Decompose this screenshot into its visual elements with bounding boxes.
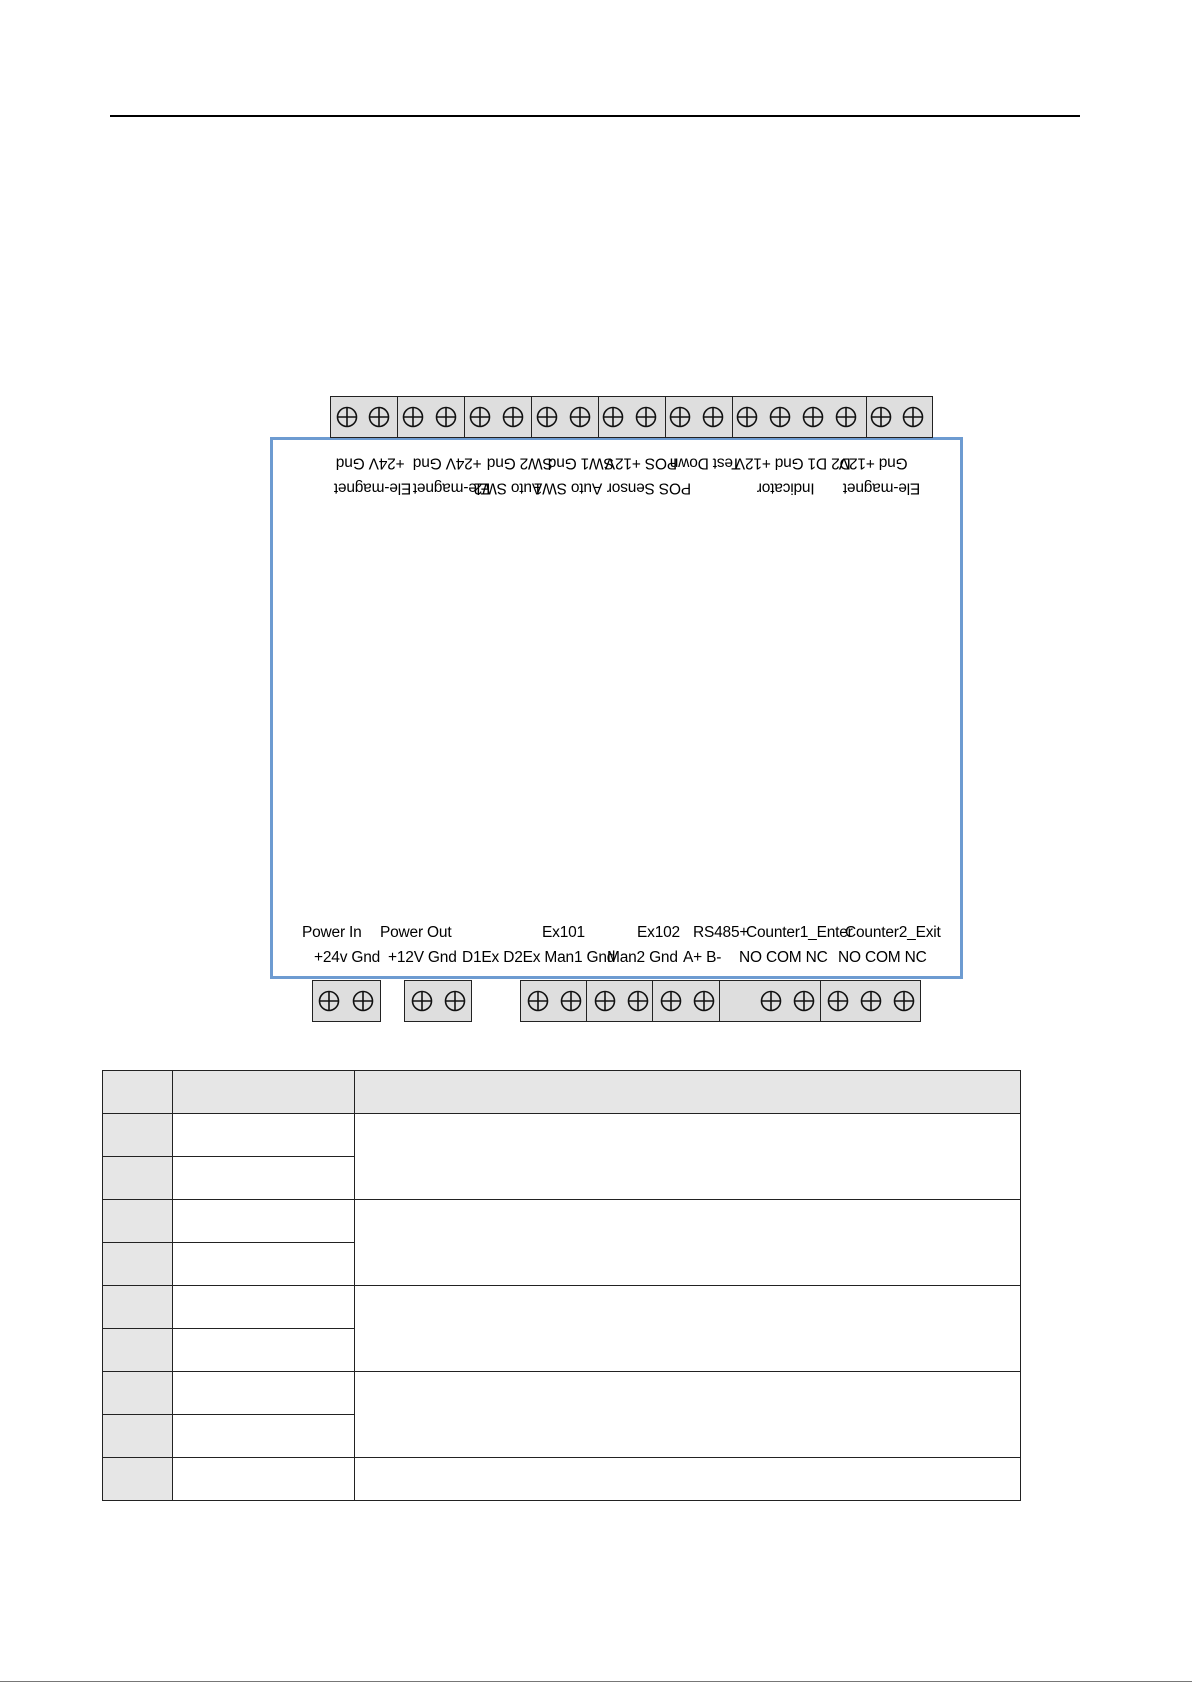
label-top-24v-gnd-1: +24V Gnd	[336, 454, 405, 472]
terminal-block	[719, 980, 821, 1022]
terminal-block	[464, 396, 532, 438]
terminal-block	[586, 980, 653, 1022]
label-24v-gnd: +24v Gnd	[314, 949, 381, 966]
terminal-block	[820, 980, 921, 1022]
screw-terminal-icon	[769, 406, 791, 428]
screw-terminal-icon	[536, 406, 558, 428]
label-top-sw1-gnd: SW1 Gnd	[548, 454, 614, 472]
label-top-pos-sensor: POS Sensor	[607, 479, 692, 497]
table-cell	[103, 1372, 173, 1415]
screw-terminal-icon	[560, 990, 582, 1012]
controller-board-outline	[270, 437, 963, 979]
label-counter2-exit: Counter2_Exit	[845, 924, 941, 941]
label-ex102: Ex102	[637, 924, 680, 941]
table-cell	[173, 1458, 355, 1501]
screw-terminal-icon	[602, 406, 624, 428]
table-cell	[355, 1286, 1021, 1372]
screw-terminal-icon	[411, 990, 433, 1012]
table-cell	[355, 1372, 1021, 1458]
table-cell	[173, 1286, 355, 1329]
screw-terminal-icon	[594, 990, 616, 1012]
table-cell	[103, 1286, 173, 1329]
terminal-block	[652, 980, 720, 1022]
screw-terminal-icon	[569, 406, 591, 428]
label-counter1-enter: Counter1_Enter	[746, 924, 853, 941]
terminal-block	[866, 396, 933, 438]
screw-terminal-icon	[318, 990, 340, 1012]
table-header-cell	[355, 1071, 1021, 1114]
table-row	[103, 1114, 1021, 1157]
label-top-ele-magnet-3: Ele-magnet	[843, 479, 921, 497]
table-cell	[103, 1200, 173, 1243]
label-man2-gnd: Man2 Gnd	[607, 949, 678, 966]
table-cell	[173, 1200, 355, 1243]
screw-terminal-icon	[627, 990, 649, 1012]
table-cell	[173, 1415, 355, 1458]
terminal-block	[312, 980, 381, 1022]
label-top-indicator: Indicator	[757, 479, 815, 497]
label-top-pos-12v: POS +12V	[605, 454, 678, 472]
screw-terminal-icon	[660, 990, 682, 1012]
label-top-ele-magnet-2: Ele-magnet	[413, 479, 491, 497]
screw-terminal-icon	[760, 990, 782, 1012]
terminal-block	[330, 396, 398, 438]
label-no-com-nc-1: NO COM NC	[739, 949, 828, 966]
screw-terminal-icon	[860, 990, 882, 1012]
screw-terminal-icon	[502, 406, 524, 428]
label-top-auto-sw1: Auto SW1	[534, 479, 603, 497]
label-top-gnd-12v: Gnd +12V	[839, 454, 908, 472]
label-d1ex-d2ex-man1-gnd: D1Ex D2Ex Man1 Gnd	[462, 949, 616, 966]
table-cell	[173, 1329, 355, 1372]
table-cell	[103, 1458, 173, 1501]
screw-terminal-icon	[527, 990, 549, 1012]
screw-terminal-icon	[702, 406, 724, 428]
table-cell	[173, 1157, 355, 1200]
screw-terminal-icon	[802, 406, 824, 428]
table-row	[103, 1286, 1021, 1329]
table-cell	[355, 1200, 1021, 1286]
screw-terminal-icon	[352, 990, 374, 1012]
screw-terminal-icon	[368, 406, 390, 428]
screw-terminal-icon	[402, 406, 424, 428]
wiring-table	[102, 1070, 1021, 1501]
terminal-block	[598, 396, 666, 438]
table-row	[103, 1200, 1021, 1243]
table-cell	[173, 1114, 355, 1157]
table-cell	[103, 1243, 173, 1286]
table-row	[103, 1458, 1021, 1501]
table-cell	[355, 1458, 1021, 1501]
label-top-auto-sw2: Auto SW2	[474, 479, 543, 497]
label-top-ele-magnet-1: Ele-magnet	[334, 479, 412, 497]
table-header-cell	[103, 1071, 173, 1114]
screw-terminal-icon	[736, 406, 758, 428]
terminal-block	[397, 396, 465, 438]
table-cell	[103, 1157, 173, 1200]
terminal-block	[665, 396, 733, 438]
table-cell	[103, 1114, 173, 1157]
footer-corner-line	[0, 1681, 1192, 1682]
screw-terminal-icon	[444, 990, 466, 1012]
screw-terminal-icon	[893, 990, 915, 1012]
label-power-in: Power In	[302, 924, 362, 941]
table-cell	[173, 1372, 355, 1415]
label-no-com-nc-2: NO COM NC	[838, 949, 927, 966]
table-cell	[103, 1415, 173, 1458]
label-top-sw2-gnd: SW2 Gnd	[487, 454, 553, 472]
label-rs485: RS485+	[693, 924, 749, 941]
terminal-block	[404, 980, 472, 1022]
label-ex101: Ex101	[542, 924, 585, 941]
screw-terminal-icon	[669, 406, 691, 428]
terminal-block	[732, 396, 867, 438]
screw-terminal-icon	[469, 406, 491, 428]
screw-terminal-icon	[870, 406, 892, 428]
table-row	[103, 1372, 1021, 1415]
screw-terminal-icon	[835, 406, 857, 428]
terminal-block	[531, 396, 599, 438]
screw-terminal-icon	[793, 990, 815, 1012]
table-header-cell	[173, 1071, 355, 1114]
table-cell	[355, 1114, 1021, 1200]
screw-terminal-icon	[693, 990, 715, 1012]
label-top-d2-d1-gnd-12v: D2 D1 Gnd +12V	[735, 454, 851, 472]
label-12v-gnd: +12V Gnd	[388, 949, 457, 966]
table-header-row	[103, 1071, 1021, 1114]
label-a-b: A+ B-	[683, 949, 722, 966]
screw-terminal-icon	[902, 406, 924, 428]
screw-terminal-icon	[635, 406, 657, 428]
table-cell	[173, 1243, 355, 1286]
header-rule	[110, 115, 1080, 117]
label-power-out: Power Out	[380, 924, 452, 941]
screw-terminal-icon	[827, 990, 849, 1012]
screw-terminal-icon	[435, 406, 457, 428]
screw-terminal-icon	[336, 406, 358, 428]
label-top-24v-gnd-2: +24V Gnd	[413, 454, 482, 472]
terminal-block	[520, 980, 587, 1022]
label-top-test-down: Test Down	[670, 454, 741, 472]
table-cell	[103, 1329, 173, 1372]
